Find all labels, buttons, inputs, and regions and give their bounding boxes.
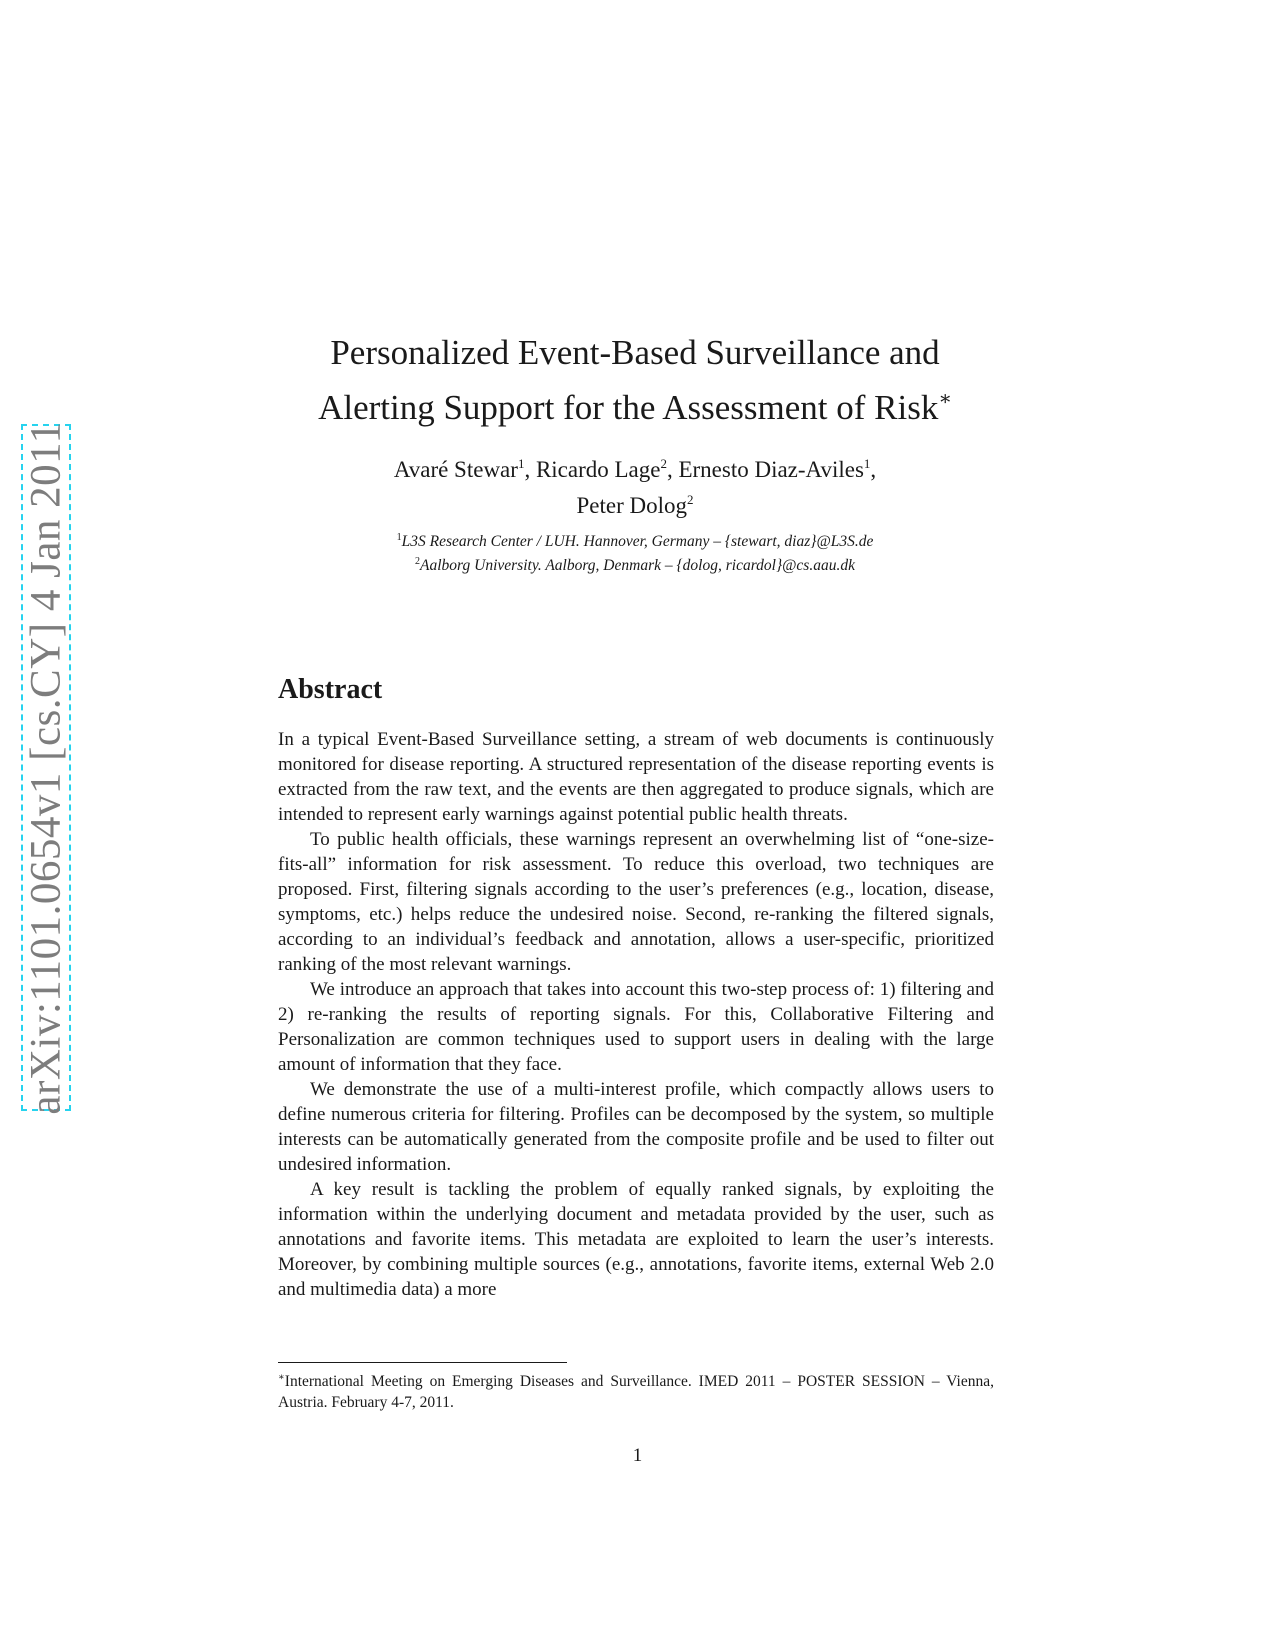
author-affiliation-mark: 2 bbox=[687, 492, 694, 507]
footnote bbox=[278, 1367, 994, 1413]
title-line-2: Alerting Support for the Assessment of Risk bbox=[318, 388, 939, 427]
affiliation-number: 2 bbox=[415, 556, 421, 567]
footnote-mark: ∗ bbox=[278, 1372, 285, 1383]
author-name: Avaré Stewar bbox=[393, 457, 518, 482]
title-footnote-mark: ∗ bbox=[938, 388, 952, 410]
author-name: Peter Dolog bbox=[576, 493, 687, 518]
arxiv-identifier: arXiv:1101.0654v1 [cs.CY] 4 Jan 2011 bbox=[22, 420, 70, 1115]
author-name: Ricardo Lage bbox=[535, 457, 661, 482]
abstract-paragraph: In a typical Event-Based Surveillance setting, a stream of web documents is continuously monitored for disease reporting. A structured representation of the disease reporting events is extracted from the raw text, and the events are then aggregated to produce signals, which are intended to represent early warnings against potential public health threats. bbox=[278, 729, 994, 825]
paper-title bbox=[240, 330, 1030, 431]
affiliations bbox=[240, 528, 1030, 576]
abstract-paragraph: A key result is tackling the problem of equally ranked signals, by exploiting the information within the underlying document and metadata provided by the user, such as annotations and favorite items. This metadata are exploited to learn the user’s interests. Moreover, by combining multiple sources (e.g., annotations, favorite items, external Web 2.0 and multimedia data) a more bbox=[278, 1179, 994, 1300]
author-list: Avaré Stewar$^1$, Ricardo Lage$^2$, Ernesto Diaz-Aviles$^1$, Peter Dolog$^2$ bbox=[393, 456, 877, 518]
abstract-paragraph: We introduce an approach that takes into account this two-step process of: 1) filtering and 2) re-ranking the results of reporting signals. For this, Collaborative Filtering and Personalization are common techniques used to support users in dealing with the large amount of information that they face. bbox=[278, 979, 994, 1075]
abstract-paragraph: To public health officials, these warnings represent an overwhelming list of “one-size-fits-all” information for risk assessment. To reduce this overload, two techniques are proposed. First, filtering signals according to the user’s preferences (e.g., location, disease, symptoms, etc.) helps reduce the undesired noise. Second, re-ranking the filtered signals, according to an individual’s feedback and annotation, allows a user-specific, prioritized ranking of the most relevant warnings. bbox=[278, 829, 994, 975]
arxiv-stamp bbox=[21, 420, 71, 1115]
abstract-body bbox=[278, 727, 994, 1302]
affiliation-text: L3S Research Center / LUH. Hannover, Germany – {stewart, diaz}@L3S.de bbox=[401, 533, 874, 550]
author-affiliation-mark: 1 bbox=[517, 456, 525, 471]
abstract-paragraph: We demonstrate the use of a multi-interest profile, which compactly allows users to define numerous criteria for filtering. Profiles can be decomposed by the system, so multiple interests can be automatically generated from the composite profile and be used to filter out undesired information. bbox=[278, 1079, 994, 1175]
author-name: Ernesto Diaz-Aviles bbox=[678, 457, 864, 482]
affiliation-line bbox=[240, 528, 1030, 552]
page-number: 1 bbox=[632, 1445, 643, 1466]
footnote-text: International Meeting on Emerging Diseases and Surveillance. IMED 2011 – POSTER SESSION – Vienna, Austria. February 4-7, 2011. bbox=[278, 1373, 994, 1411]
title-line-1: Personalized Event-Based Surveillance and bbox=[330, 333, 940, 372]
affiliation-number: 1 bbox=[396, 532, 402, 543]
affiliation-text: Aalborg University. Aalborg, Denmark – {dolog, ricardol}@cs.aau.dk bbox=[420, 557, 855, 574]
abstract-heading: Abstract bbox=[278, 674, 383, 705]
affiliation-line bbox=[240, 552, 1030, 576]
footnote-rule bbox=[278, 1362, 567, 1363]
author-affiliation-mark: 1 bbox=[863, 456, 871, 471]
author-affiliation-mark: 2 bbox=[660, 456, 667, 471]
